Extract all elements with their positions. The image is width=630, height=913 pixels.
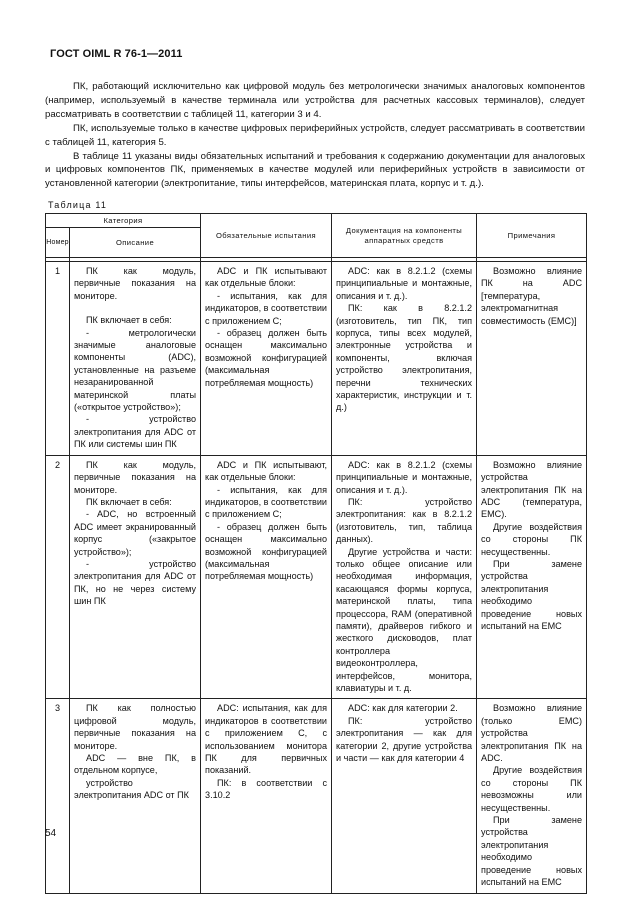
paragraph: ПК, работающий исключительно как цифровой модуль без метрологически значимых аналоговых компонентов (например, используемый в качестве терминала или устройства для расчетных кассовых терминалов), следует рассматривать в соответствии с таблицей 11, категории 3 и 4. [45,81,585,120]
table-row [46,262,587,456]
document-header: ГОСТ OIML R 76-1—2011 [50,48,183,60]
header-tests: Обязательные испытания [201,214,332,258]
row-description: ПК как модуль, первичные показания на мониторе. ПК включает в себя: - ADC, но встроенный ADC имеет экранированный корпус («закрытое устройство»); - устройство электропитания для ADC от ПК, но не через систему шин ПК [70,455,201,699]
paragraph: В таблице 11 указаны виды обязательных испытаний и требования к содержанию документации для аналоговых и цифровых компонентов ПК, применяемых в качестве модулей или периферийных устройств в зависимости от установленной категории (электропитание, типы интерфейсов, материнская плата, корпус и т. д.). [45,150,585,190]
row-documentation: ADC: как в 8.2.1.2 (схемы принципиальные и монтажные, описания и т. д.). ПК: как в 8.2.1.2 (изготовитель, тип ПК, тип корпуса, типы всех модулей, электронные устройства и компоненты, включая устройство электропитания, перечни технических характеристик, инструкции и т. д.) [332,262,477,456]
intro-text [45,80,585,191]
row-notes: Возможно влияние (только EMC) устройства электропитания ПК на ADC. Другие воздействия со стороны ПК невозможны или несущественны. При замене устройства электропитания необходимо проведение новых испытаний на EMC [477,699,587,893]
paragraph: ПК, используемые только в качестве цифровых периферийных устройств, следует рассматривать в соответствии с таблицей 11, категория 5. [45,122,585,148]
row-notes: Возможно влияние ПК на ADC [температура, электромагнитная совместимость (EMC)] [477,262,587,456]
header-number: Номер [46,228,70,258]
row-tests: ADC и ПК испытывают как отдельные блоки: - испытания, как для индикаторов, в соответствии с приложением С; - образец должен быть оснащен максимально возможной конфигурацией (максимальная потребляемая мощность) [201,262,332,456]
row-tests: ADC: испытания, как для индикаторов в соответствии с приложением С, с использованием монитора ПК для первичных показаний. ПК: в соответствии с 3.10.2 [201,699,332,893]
row-description: ПК как полностью цифровой модуль, первичные показания на мониторе. ADC — вне ПК, в отдельном корпусе, устройство электропитания ADC от ПК [70,699,201,893]
header-documentation: Документация на компоненты аппаратных средств [332,214,477,258]
table-caption: Таблица 11 [48,200,108,210]
row-tests: ADC и ПК испытывают, как отдельные блоки: - испытания, как для индикаторов, в соответствии с приложением С; - образец должен быть оснащен максимально возможной конфигурацией (максимальная потребляемая мощность) [201,455,332,699]
row-notes: Возможно влияние устройства электропитания ПК на ADC (температура, EMC). Другие воздействия со стороны ПК несущественны. При замене устройства электропитания необходимо проведение новых испытаний на EMC [477,455,587,699]
row-number: 2 [46,455,70,699]
header-notes: Примечания [477,214,587,258]
row-number: 1 [46,262,70,456]
row-number: 3 [46,699,70,893]
row-description: ПК как модуль, первичные показания на мониторе. ПК включает в себя: - метрологически значимые аналоговые компоненты (ADC), установленные на разъеме незаранированной материнской платы («открытое устройство»); - устройство электропитания для ADC от ПК или системы шин ПК [70,262,201,456]
row-documentation: ADC: как в 8.2.1.2 (схемы принципиальные и монтажные, описания и т. д.). ПК: устройство электропитания: как в 8.2.1.2 (изготовитель, тип, таблица данных). Другие устройства и части: только общее описание или необходимая информация, касающаяся формы корпуса, материнской платы, типа процессора, RAM (оперативной памяти), драйверов гибкого и жесткого дисководов, плат контроллера видеоконтроллера, интерфейсов, монитора, клавиатуры и т. д. [332,455,477,699]
header-description: Описание [70,228,201,258]
table-row [46,455,587,699]
row-documentation: ADC: как для категории 2. ПК: устройство электропитания — как для категории 2, другие устройства и части — как для категории 4 [332,699,477,893]
table-row [46,699,587,893]
page-number: 54 [45,828,57,839]
header-category: Категория [46,214,201,228]
table-11 [45,213,587,894]
